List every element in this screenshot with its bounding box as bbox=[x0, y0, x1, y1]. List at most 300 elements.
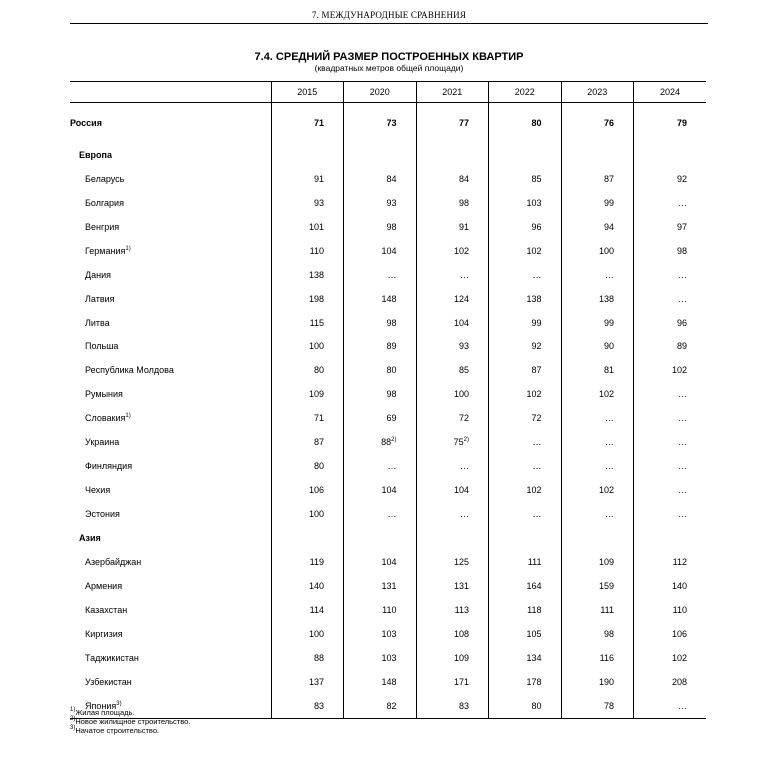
value-cell bbox=[344, 430, 417, 454]
row-label bbox=[70, 502, 271, 526]
value-cell bbox=[634, 526, 707, 550]
row-label-text: Республика Молдова bbox=[85, 365, 174, 376]
value-text: 119 bbox=[309, 556, 324, 567]
value-cell bbox=[561, 358, 634, 382]
value-cell bbox=[561, 406, 634, 430]
table-row bbox=[70, 502, 706, 526]
value-cell bbox=[489, 335, 562, 359]
footnote-mark: 3) bbox=[116, 700, 122, 707]
value-cell bbox=[271, 263, 344, 287]
value-text: 91 bbox=[458, 221, 469, 232]
value-text: 103 bbox=[381, 628, 397, 639]
value-cell bbox=[561, 215, 634, 239]
value-text: … bbox=[678, 269, 687, 280]
value-cell bbox=[344, 215, 417, 239]
footnote bbox=[70, 708, 190, 717]
footnote-mark: 1) bbox=[125, 245, 131, 252]
value-text: 84 bbox=[458, 173, 469, 184]
value-text: 198 bbox=[308, 293, 324, 304]
value-text: 140 bbox=[308, 580, 324, 591]
value-cell bbox=[416, 622, 489, 646]
value-text: 98 bbox=[386, 389, 397, 400]
value-text: 108 bbox=[453, 628, 469, 639]
value-cell bbox=[271, 103, 344, 144]
value-text: 83 bbox=[313, 700, 324, 711]
table-row bbox=[70, 239, 706, 263]
table-row bbox=[70, 215, 706, 239]
value-text: … bbox=[678, 413, 687, 424]
value-text: 98 bbox=[676, 245, 687, 256]
row-label-text: Таджикистан bbox=[85, 652, 139, 663]
row-label bbox=[70, 382, 271, 406]
value-text: 97 bbox=[676, 221, 687, 232]
table-row bbox=[70, 430, 706, 454]
row-label-text: Узбекистан bbox=[85, 676, 132, 687]
value-text: 138 bbox=[526, 293, 542, 304]
row-label-text: Киргизия bbox=[85, 628, 123, 639]
value-text: 102 bbox=[526, 389, 542, 400]
row-label-text: Япония bbox=[85, 700, 117, 711]
row-label bbox=[70, 454, 271, 478]
value-cell bbox=[634, 215, 707, 239]
value-text: 131 bbox=[453, 580, 469, 591]
value-cell bbox=[416, 191, 489, 215]
value-text: 138 bbox=[598, 293, 614, 304]
row-label-text: Словакия bbox=[85, 413, 126, 424]
value-cell bbox=[561, 646, 634, 670]
value-text: 99 bbox=[603, 317, 614, 328]
value-cell bbox=[344, 502, 417, 526]
value-text: … bbox=[532, 461, 542, 472]
value-text: 109 bbox=[308, 389, 324, 400]
row-label-text: Финляндия bbox=[85, 461, 133, 472]
footnote-mark: 2) bbox=[463, 437, 469, 444]
value-text: … bbox=[387, 461, 397, 472]
row-label-text: Беларусь bbox=[85, 173, 125, 184]
value-text: 72 bbox=[458, 413, 469, 424]
value-cell bbox=[634, 311, 707, 335]
value-text: 137 bbox=[308, 676, 324, 687]
table-row bbox=[70, 335, 706, 359]
value-cell bbox=[344, 574, 417, 598]
value-text: 109 bbox=[598, 556, 614, 567]
value-text: 100 bbox=[598, 245, 614, 256]
value-cell bbox=[271, 670, 344, 694]
value-text: 93 bbox=[458, 341, 469, 352]
value-cell bbox=[634, 622, 707, 646]
value-text: 102 bbox=[598, 485, 614, 496]
value-cell bbox=[489, 215, 562, 239]
value-cell bbox=[416, 574, 489, 598]
row-label bbox=[70, 335, 271, 359]
value-text: 106 bbox=[671, 628, 687, 639]
value-cell bbox=[489, 287, 562, 311]
value-text: 89 bbox=[676, 341, 687, 352]
row-label-text: Венгрия bbox=[85, 221, 120, 232]
value-text: 110 bbox=[309, 245, 324, 256]
value-text: … bbox=[605, 461, 614, 472]
value-text: … bbox=[532, 437, 542, 448]
table-row bbox=[70, 358, 706, 382]
value-cell bbox=[561, 622, 634, 646]
value-cell bbox=[271, 167, 344, 191]
row-label bbox=[70, 103, 271, 144]
row-label bbox=[70, 406, 271, 430]
value-text: 81 bbox=[603, 365, 614, 376]
row-label-text: Казахстан bbox=[85, 604, 128, 615]
value-cell bbox=[634, 598, 707, 622]
value-cell bbox=[344, 622, 417, 646]
value-text: 208 bbox=[671, 676, 687, 687]
value-cell bbox=[271, 239, 344, 263]
value-cell bbox=[489, 598, 562, 622]
value-text: 148 bbox=[381, 676, 397, 687]
table-row bbox=[70, 478, 706, 502]
value-text: 82 bbox=[386, 700, 397, 711]
value-text: 99 bbox=[531, 317, 542, 328]
value-cell bbox=[489, 526, 562, 550]
value-text: 90 bbox=[603, 341, 614, 352]
value-text: 96 bbox=[531, 221, 542, 232]
value-text: 80 bbox=[531, 118, 542, 128]
table-row bbox=[70, 287, 706, 311]
value-text: 98 bbox=[386, 317, 397, 328]
value-text: 100 bbox=[453, 389, 469, 400]
value-text: 104 bbox=[381, 485, 397, 496]
value-text: 134 bbox=[526, 652, 542, 663]
value-cell bbox=[416, 406, 489, 430]
value-cell bbox=[416, 694, 489, 718]
value-cell bbox=[344, 191, 417, 215]
value-cell bbox=[416, 382, 489, 406]
value-cell bbox=[634, 335, 707, 359]
value-text: … bbox=[605, 437, 614, 448]
value-cell bbox=[344, 382, 417, 406]
value-text: 98 bbox=[386, 221, 397, 232]
value-text: 104 bbox=[453, 317, 469, 328]
value-cell bbox=[416, 646, 489, 670]
value-text: … bbox=[460, 509, 469, 520]
value-cell bbox=[344, 526, 417, 550]
value-text: 100 bbox=[308, 628, 324, 639]
value-text: 88 bbox=[313, 652, 324, 663]
row-label bbox=[70, 287, 271, 311]
value-cell bbox=[416, 502, 489, 526]
row-label bbox=[70, 598, 271, 622]
table-row bbox=[70, 550, 706, 574]
value-cell bbox=[561, 430, 634, 454]
value-cell bbox=[344, 167, 417, 191]
value-text: 103 bbox=[526, 197, 542, 208]
value-text: 102 bbox=[671, 652, 687, 663]
value-cell bbox=[489, 622, 562, 646]
footnotes bbox=[70, 708, 190, 735]
value-cell bbox=[489, 502, 562, 526]
value-cell bbox=[271, 550, 344, 574]
footnote-text: Начатое строительство. bbox=[75, 726, 160, 735]
value-cell bbox=[489, 454, 562, 478]
value-cell bbox=[344, 358, 417, 382]
value-text: 125 bbox=[453, 556, 469, 567]
value-cell bbox=[634, 430, 707, 454]
value-cell bbox=[271, 335, 344, 359]
value-cell bbox=[561, 502, 634, 526]
row-label-text: Германия bbox=[85, 245, 126, 256]
value-cell bbox=[271, 502, 344, 526]
value-text: 100 bbox=[308, 509, 324, 520]
row-label-text: Дания bbox=[85, 269, 111, 280]
value-text: 103 bbox=[381, 652, 397, 663]
value-cell bbox=[634, 694, 707, 718]
value-text: 93 bbox=[386, 197, 397, 208]
value-cell bbox=[416, 454, 489, 478]
row-label-text: Армения bbox=[85, 580, 123, 591]
value-text: … bbox=[605, 269, 614, 280]
value-cell bbox=[416, 263, 489, 287]
value-cell bbox=[561, 478, 634, 502]
value-text: 110 bbox=[672, 604, 687, 615]
value-cell bbox=[634, 502, 707, 526]
row-label bbox=[70, 143, 271, 167]
column-header bbox=[70, 82, 271, 103]
value-cell bbox=[344, 263, 417, 287]
value-text: 75 bbox=[453, 437, 464, 448]
table-row bbox=[70, 598, 706, 622]
table-body bbox=[70, 103, 706, 719]
value-cell bbox=[489, 239, 562, 263]
value-cell bbox=[271, 215, 344, 239]
value-text: 79 bbox=[676, 118, 687, 128]
value-text: 99 bbox=[603, 197, 614, 208]
row-label-text: Литва bbox=[85, 317, 110, 328]
column-header: 2023 bbox=[561, 82, 634, 103]
value-text: 93 bbox=[313, 197, 324, 208]
value-text: … bbox=[678, 293, 687, 304]
row-label bbox=[70, 622, 271, 646]
value-cell bbox=[271, 143, 344, 167]
value-cell bbox=[561, 143, 634, 167]
value-text: 116 bbox=[599, 652, 614, 663]
column-header: 2020 bbox=[344, 82, 417, 103]
table-row bbox=[70, 454, 706, 478]
value-cell bbox=[344, 311, 417, 335]
value-text: 98 bbox=[603, 628, 614, 639]
value-cell bbox=[634, 103, 707, 144]
value-cell bbox=[634, 454, 707, 478]
value-text: 101 bbox=[308, 221, 324, 232]
value-text: 87 bbox=[531, 365, 542, 376]
value-cell bbox=[416, 358, 489, 382]
value-cell bbox=[561, 670, 634, 694]
value-text: 190 bbox=[598, 676, 614, 687]
value-cell bbox=[416, 478, 489, 502]
value-cell bbox=[344, 287, 417, 311]
value-cell bbox=[489, 406, 562, 430]
value-cell bbox=[271, 454, 344, 478]
value-cell bbox=[634, 550, 707, 574]
value-cell bbox=[561, 335, 634, 359]
value-cell bbox=[561, 454, 634, 478]
value-text: 87 bbox=[313, 437, 324, 448]
header-row bbox=[70, 82, 706, 103]
column-header: 2021 bbox=[416, 82, 489, 103]
value-text: 159 bbox=[598, 580, 614, 591]
value-cell bbox=[416, 311, 489, 335]
value-cell bbox=[634, 239, 707, 263]
value-cell bbox=[489, 382, 562, 406]
footnote bbox=[70, 717, 190, 726]
value-text: 73 bbox=[386, 118, 397, 128]
value-text: 72 bbox=[531, 413, 542, 424]
row-label bbox=[70, 239, 271, 263]
value-cell bbox=[344, 103, 417, 144]
footnote-mark: 2) bbox=[70, 716, 76, 722]
value-text: 106 bbox=[308, 485, 324, 496]
value-cell bbox=[489, 167, 562, 191]
row-label-text: Европа bbox=[79, 149, 112, 160]
table-row bbox=[70, 382, 706, 406]
value-cell bbox=[271, 574, 344, 598]
value-text: 114 bbox=[309, 604, 324, 615]
value-text: … bbox=[532, 269, 542, 280]
value-cell bbox=[271, 430, 344, 454]
value-text: … bbox=[678, 485, 687, 496]
value-text: 102 bbox=[598, 389, 614, 400]
value-text: 148 bbox=[381, 293, 397, 304]
value-cell bbox=[489, 430, 562, 454]
value-cell bbox=[416, 103, 489, 144]
value-cell bbox=[271, 382, 344, 406]
value-cell bbox=[489, 670, 562, 694]
value-cell bbox=[634, 191, 707, 215]
value-cell bbox=[561, 191, 634, 215]
value-text: 85 bbox=[531, 173, 542, 184]
row-label bbox=[70, 526, 271, 550]
footnote bbox=[70, 726, 190, 735]
table-row bbox=[70, 191, 706, 215]
row-label bbox=[70, 670, 271, 694]
value-text: 89 bbox=[386, 341, 397, 352]
value-text: 111 bbox=[527, 556, 542, 567]
value-text: 102 bbox=[453, 245, 469, 256]
row-label bbox=[70, 358, 271, 382]
value-cell bbox=[561, 311, 634, 335]
value-text: 71 bbox=[313, 118, 324, 128]
value-cell bbox=[634, 478, 707, 502]
value-cell bbox=[489, 311, 562, 335]
value-cell bbox=[344, 239, 417, 263]
row-label bbox=[70, 311, 271, 335]
value-cell bbox=[489, 574, 562, 598]
value-text: 131 bbox=[381, 580, 397, 591]
footnote-mark: 2) bbox=[391, 437, 397, 444]
row-label bbox=[70, 430, 271, 454]
value-text: 124 bbox=[453, 293, 469, 304]
value-cell bbox=[344, 694, 417, 718]
value-text: … bbox=[678, 389, 687, 400]
value-text: 115 bbox=[309, 317, 324, 328]
value-cell bbox=[271, 478, 344, 502]
value-text: 80 bbox=[386, 365, 397, 376]
row-label bbox=[70, 646, 271, 670]
value-cell bbox=[561, 382, 634, 406]
value-cell bbox=[561, 598, 634, 622]
value-cell bbox=[489, 263, 562, 287]
value-text: 100 bbox=[308, 341, 324, 352]
value-cell bbox=[271, 287, 344, 311]
value-cell bbox=[634, 382, 707, 406]
value-cell bbox=[416, 670, 489, 694]
value-text: 110 bbox=[382, 604, 397, 615]
value-cell bbox=[634, 574, 707, 598]
table-row bbox=[70, 406, 706, 430]
value-text: … bbox=[460, 269, 469, 280]
value-cell bbox=[416, 598, 489, 622]
table-row bbox=[70, 526, 706, 550]
row-label bbox=[70, 215, 271, 239]
value-cell bbox=[634, 143, 707, 167]
value-cell bbox=[561, 263, 634, 287]
value-text: 102 bbox=[671, 365, 687, 376]
row-label bbox=[70, 167, 271, 191]
value-cell bbox=[561, 167, 634, 191]
table-subtitle: (квадратных метров общей площади) bbox=[314, 63, 464, 73]
value-cell bbox=[271, 526, 344, 550]
data-table bbox=[70, 81, 706, 719]
row-label bbox=[70, 263, 271, 287]
value-cell bbox=[489, 478, 562, 502]
row-label-text: Болгария bbox=[85, 197, 124, 208]
value-cell bbox=[344, 646, 417, 670]
table-row bbox=[70, 646, 706, 670]
value-cell bbox=[344, 598, 417, 622]
header-rule bbox=[70, 23, 708, 24]
value-cell bbox=[416, 215, 489, 239]
row-label-text: Румыния bbox=[85, 389, 123, 400]
value-text: 78 bbox=[603, 700, 614, 711]
value-cell bbox=[634, 406, 707, 430]
value-text: 171 bbox=[453, 676, 469, 687]
value-cell bbox=[344, 550, 417, 574]
row-label bbox=[70, 574, 271, 598]
value-cell bbox=[561, 694, 634, 718]
value-cell bbox=[489, 694, 562, 718]
value-text: … bbox=[678, 700, 687, 711]
value-cell bbox=[489, 103, 562, 144]
value-cell bbox=[271, 694, 344, 718]
table-row bbox=[70, 103, 706, 144]
value-text: 77 bbox=[458, 118, 469, 128]
value-text: … bbox=[678, 197, 687, 208]
column-header: 2022 bbox=[489, 82, 562, 103]
value-cell bbox=[561, 103, 634, 144]
value-cell bbox=[416, 287, 489, 311]
value-cell bbox=[634, 287, 707, 311]
value-text: 94 bbox=[603, 221, 614, 232]
value-text: … bbox=[532, 509, 542, 520]
value-text: 164 bbox=[526, 580, 542, 591]
value-text: 111 bbox=[600, 604, 614, 615]
value-cell bbox=[271, 406, 344, 430]
row-label bbox=[70, 478, 271, 502]
value-text: … bbox=[678, 509, 687, 520]
value-text: 80 bbox=[313, 365, 324, 376]
value-text: 104 bbox=[381, 556, 397, 567]
value-cell bbox=[344, 670, 417, 694]
value-cell bbox=[561, 239, 634, 263]
value-text: 96 bbox=[676, 317, 687, 328]
value-text: … bbox=[678, 461, 687, 472]
